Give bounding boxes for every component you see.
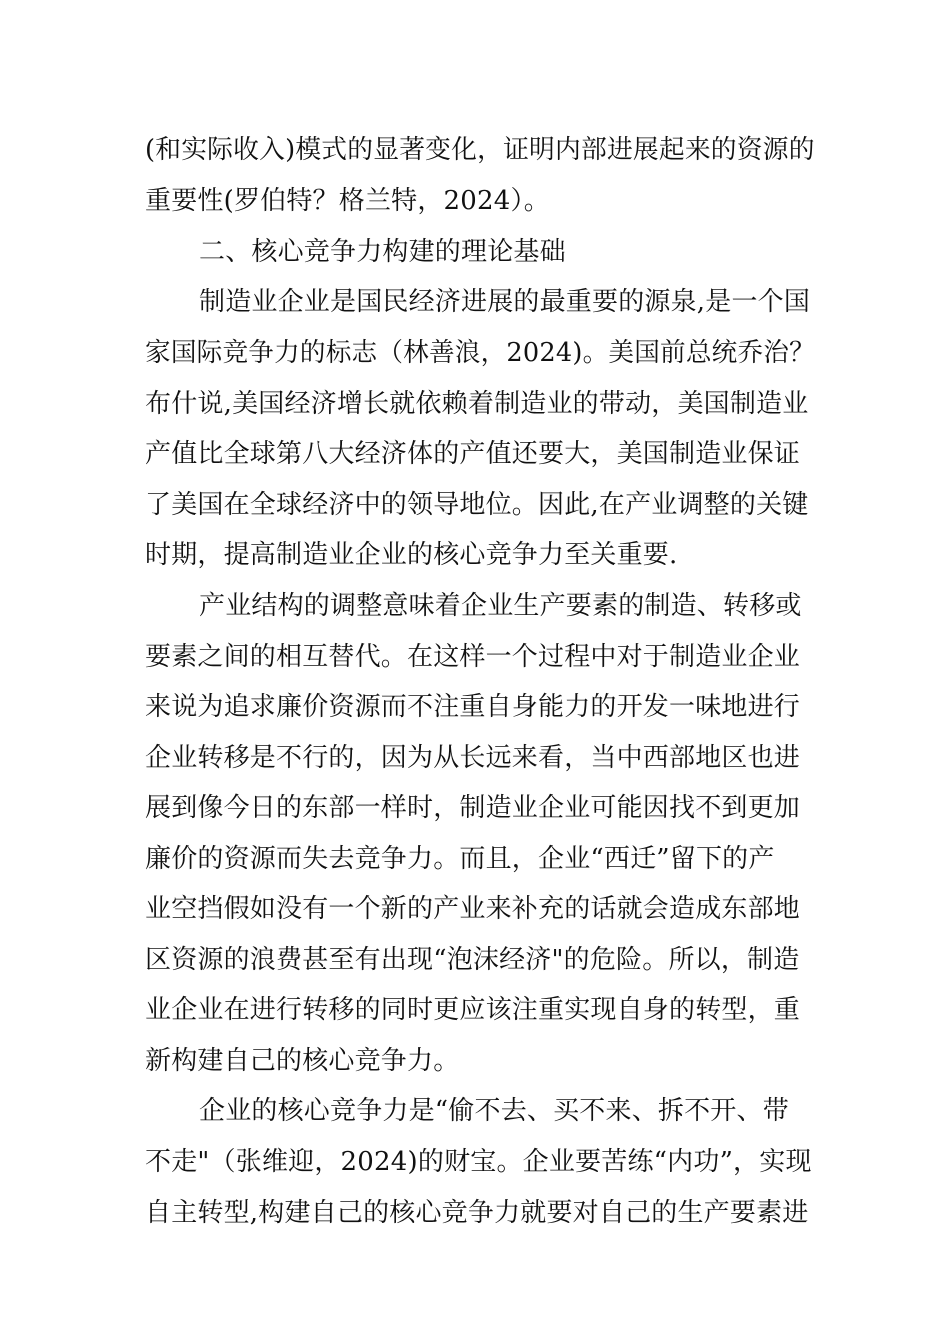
section-heading: 二、核心竞争力构建的理论基础	[199, 237, 566, 267]
text-line: 产值比全球第八大经济体的产值还要大，美国制造业保证	[145, 439, 801, 469]
text-line: 来说为追求廉价资源而不注重自身能力的开发一味地进行	[145, 692, 801, 722]
text-line: 不走"（张维迎，2024)的财宝。企业要苦练“内功”，实现	[145, 1147, 812, 1177]
text-line: 展到像今日的东部一样时，制造业企业可能因找不到更加	[145, 793, 801, 823]
text-line: 新构建自己的核心竞争力。	[145, 1046, 460, 1076]
text-line: 自主转型,构建自己的核心竞争力就要对自己的生产要素进	[145, 1198, 809, 1228]
text-line: 布什说,美国经济增长就依赖着制造业的带动，美国制造业	[145, 389, 809, 419]
text-line: 家国际竞争力的标志（林善浪，2024)。美国前总统乔治？	[145, 338, 815, 368]
text-line: (和实际收入)模式的显著变化，证明内部进展起来的资源的	[145, 135, 815, 165]
text-line: 要素之间的相互替代。在这样一个过程中对于制造业企业	[145, 642, 801, 672]
text-line: 重要性(罗伯特？格兰特，2024）。	[145, 186, 550, 216]
text-line: 制造业企业是国民经济进展的最重要的源泉,是一个国	[199, 287, 811, 317]
text-line: 企业转移是不行的，因为从长远来看，当中西部地区也进	[145, 743, 801, 773]
text-line: 了美国在全球经济中的领导地位。因此,在产业调整的关键	[145, 490, 809, 520]
text-line: 业空挡假如没有一个新的产业来补充的话就会造成东部地	[145, 894, 801, 924]
text-line: 时期，提高制造业企业的核心竞争力至关重要.	[145, 540, 678, 570]
text-line: 业企业在进行转移的同时更应该注重实现自身的转型，重	[145, 995, 801, 1025]
text-line: 产业结构的调整意味着企业生产要素的制造、转移或	[199, 591, 802, 621]
text-line: 企业的核心竞争力是“偷不去、买不来、拆不开、带	[199, 1096, 789, 1126]
text-line: 廉价的资源而失去竞争力。而且，企业“西迁”留下的产	[145, 844, 775, 874]
text-line: 区资源的浪费甚至有出现“泡沫经济"的危险。所以，制造	[145, 945, 800, 975]
